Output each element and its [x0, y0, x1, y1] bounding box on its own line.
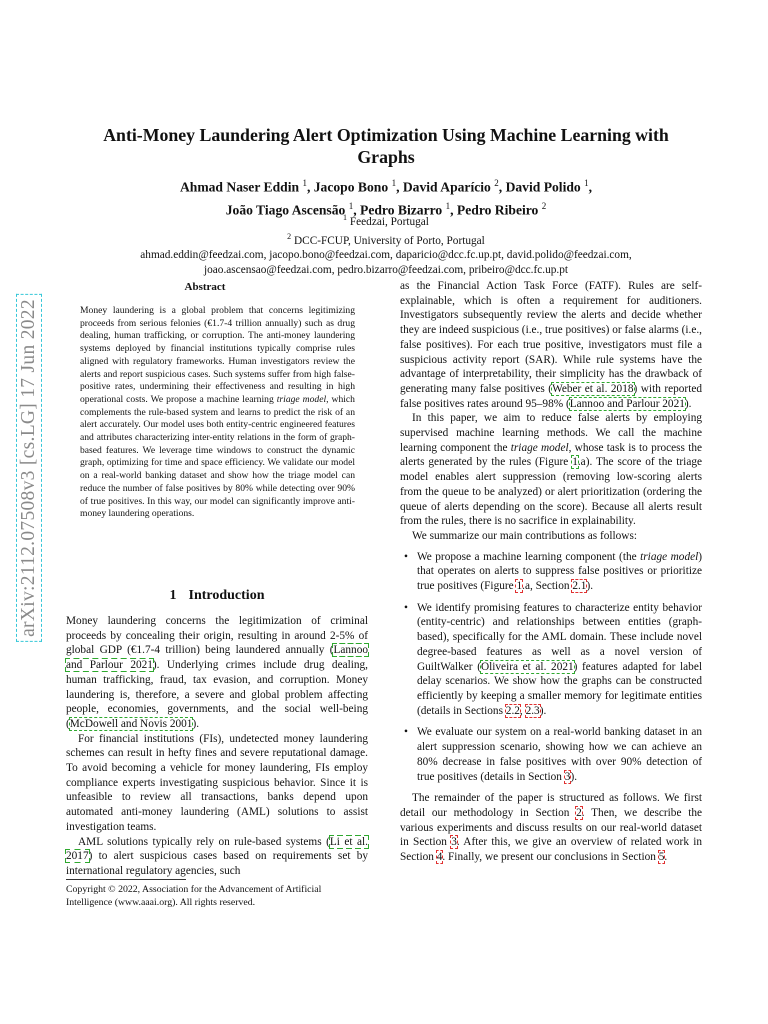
- citation-link[interactable]: Weber et al. 2018: [552, 382, 634, 395]
- affiliation-text: DCC-FCUP, University of Porto, Portugal: [294, 234, 485, 247]
- text-run: ).: [586, 580, 594, 593]
- footnote-rule: [66, 879, 186, 880]
- right-paragraph-1: [400, 279, 702, 411]
- text-run: Money laundering concerns the legitimization of criminal proceeds by concealing their origin, resulting in around 2-5% of global GDP (€1.7-4 trillion) being laundered annually (: [66, 615, 368, 657]
- section-title: Introduction: [188, 588, 265, 603]
- author-affiliation-mark: 1: [584, 178, 589, 188]
- section-link[interactable]: 2.2: [505, 704, 520, 717]
- author-line-1: Ahmad Naser Eddin $^1$, Jacopo Bono $^1$, David Aparício $^2$, David Polido $^1$,: [179, 178, 593, 195]
- text-run: .a). The score of the triage model enables alert suppression (removing low-scoring alerts from the queue to be analyzed) or alert prioritization (ordering the queue of alerts depending on the score). Because all alerts result from the rules, there is no sacrifice in explainability.: [400, 456, 702, 528]
- text-run: .: [664, 851, 668, 864]
- author-name: Jacopo Bono: [313, 179, 389, 195]
- author-affiliation-mark: 2: [494, 178, 499, 188]
- text-run: . Finally, we present our conclusions in Section: [442, 851, 659, 864]
- intro-paragraph-1: [66, 614, 368, 732]
- figure-link[interactable]: 1: [572, 456, 578, 469]
- intro-paragraph-2: For financial institutions (FIs), undetected money laundering schemes can result in hefty fines and severe reputational damage. To avoid becoming a vehicle for money laundering, FIs employ compliance experts investigating suspicious behavior. Since it is unfeasible to review all transactions, banks depend upon automated anti-money laundering (AML) solutions to assist investigation teams.: [66, 732, 368, 833]
- author-name: Pedro Bizarro: [360, 202, 443, 218]
- affiliation-number: 1: [343, 213, 348, 222]
- copyright-footnote: Copyright © 2022, Association for the Advancement of Artificial Intelligence (www.aaai.org). All rights reserved.: [66, 884, 322, 908]
- section-link[interactable]: 3: [564, 770, 571, 783]
- citation-link[interactable]: Li et al. 2017: [66, 835, 368, 863]
- abstract-heading: Abstract: [184, 281, 226, 293]
- author-affiliation-mark: 1: [445, 200, 451, 211]
- text-run: . Then, we describe the various experiments and discuss results on our real-world dataset in Section: [400, 806, 703, 849]
- text-run: AML solutions typically rely on rule-based systems (: [78, 835, 330, 848]
- text-run: ) that operates on alerts to suppress false positives or prioritize true positives (Figure: [417, 550, 703, 593]
- abstract-body-cont: , which complements the rule-based system and learns to predict the risk of an alert accurately. Our model uses both entity-centric engineered features and attributes characterizing inter-entity relations in the form of graph-based features. We leverage time windows to construct the dynamic graph, optimizing for time and space efficiency. We validate our model on a real-world banking dataset and show how the triage model can reduce the number of false positives by 80% while detecting over 90% of true positives. In this way, our model can significantly improve anti-money laundering operations.: [80, 393, 355, 520]
- citation-link[interactable]: McDowell and Novis 2001: [69, 717, 193, 730]
- arxiv-stamp: [14, 248, 44, 688]
- affiliation-text: Feedzai, Portugal: [349, 215, 429, 228]
- section-link[interactable]: 3: [451, 836, 457, 849]
- section-link[interactable]: 4: [436, 851, 443, 864]
- list-item: [400, 725, 702, 784]
- abstract-body: Money laundering is a global problem that concerns legitimizing proceeds from serious felonies (€1.7-4 trillion annually) such as drug dealing, human trafficking, or corruption. The anti-money laundering systems deployed by financial institutions typically comprise rules aligned with regulatory frameworks. Human investigators review the alerts and report suspicious cases. Such systems suffer from high false-positive rates, undermining their effectiveness and resulting in high operational costs. We propose a machine learning: [80, 305, 355, 405]
- author-affiliation-mark: 1: [302, 178, 307, 188]
- right-paragraph-4: [400, 791, 702, 865]
- section-link[interactable]: 2.1: [572, 580, 587, 593]
- section-link[interactable]: 2: [576, 806, 582, 819]
- author-name: Ahmad Naser Eddin: [179, 179, 300, 195]
- left-column-body: [66, 614, 368, 879]
- intro-paragraph-3: [66, 835, 368, 879]
- right-paragraph-2: [400, 411, 702, 529]
- abstract-emphasis: triage model: [276, 393, 327, 405]
- right-paragraph-3: We summarize our main contributions as follows:: [412, 529, 637, 542]
- right-column-body: [400, 279, 702, 865]
- text-run: ).: [570, 770, 578, 783]
- section-link[interactable]: 5: [658, 851, 665, 864]
- text-run: .a, Section: [522, 580, 573, 593]
- text-run: ). Underlying crimes include drug dealing, human trafficking, fraud, tax evasion, and corruption. Money laundering is, therefore, a severe and global problem affecting people, economies, governments, and the social well-being (: [66, 659, 368, 730]
- email-line-1: ahmad.eddin@feedzai.com, jacopo.bono@feedzai.com, daparicio@dcc.fc.up.pt, david.polido@feedzai.com,: [140, 249, 632, 262]
- paper-title: Anti-Money Laundering Alert Optimization Using Machine Learning with Graphs: [103, 125, 669, 167]
- text-run: ).: [684, 397, 692, 410]
- text-run: ) with reported false positives rates around 95–98% (: [400, 382, 702, 410]
- text-run: In this paper, we aim to reduce false alerts by employing supervised machine learning methods. We call the machine learning component the: [400, 412, 702, 454]
- text-run: as the Financial Action Task Force (FATF). Rules are self-explainable, which is often a requirement for auditioners. Investigators subsequently review the alerts and decide whether they are indeed suspicious (i.e., true positives) or false alarms (i.e., false positives). For each true positive, investigators must file a suspicious activity report (SAR). While rule systems have the advantage of interpretability, their simplicity has the drawback of generating many false positives (: [400, 280, 702, 395]
- list-item: [400, 601, 702, 719]
- text-run: The remainder of the paper is structured as follows. We first detail our methodology in Section: [400, 792, 702, 819]
- author-name: João Tiago Ascensão: [225, 202, 346, 218]
- affiliation-1: [70, 211, 702, 230]
- affiliation-2: [70, 230, 702, 249]
- affiliations: [70, 211, 702, 278]
- citation-link[interactable]: Lannoo and Parlour 2021: [569, 397, 685, 410]
- text-run: ).: [192, 717, 200, 730]
- text-run: , whose task is to process the alerts generated by the rules (Figure: [400, 441, 702, 469]
- citation-link[interactable]: Lannoo and Parlour 2021: [66, 644, 368, 672]
- author-line-2: João Tiago Ascensão $^1$, Pedro Bizarro $^1$, Pedro Ribeiro $^2$: [225, 200, 547, 218]
- author-name: David Polido: [505, 179, 581, 195]
- text-run: ).: [539, 704, 547, 717]
- author-affiliation-mark: 2: [541, 200, 547, 211]
- figure-link[interactable]: 1: [516, 580, 523, 593]
- text-run: ,: [519, 704, 526, 717]
- text-run: . After this, we give an overview of related work in Section: [400, 836, 702, 864]
- abstract-text: [80, 305, 355, 521]
- text-emphasis: triage model: [640, 550, 699, 563]
- author-affiliation-mark: 1: [348, 200, 354, 211]
- author-name: David Aparício: [402, 179, 491, 195]
- section-heading-introduction: [66, 588, 368, 604]
- text-run: ) to alert suspicious cases based on requirements set by international regulatory agencies, such: [66, 850, 368, 877]
- affiliation-number: 2: [287, 231, 292, 241]
- section-number: 1: [169, 588, 177, 603]
- section-link[interactable]: 2.3: [525, 704, 540, 717]
- text-run: We identify promising features to characterize entity behavior (entity-centric) and relationships between entities (graph-based), specifically for the AML domain. These include novel degree-based features as well as a novel version of GuiltWalker (: [417, 601, 702, 673]
- arxiv-stamp-text[interactable]: arXiv:2112.07508v3 [cs.LG] 17 Jun 2022: [16, 294, 42, 642]
- contributions-list: [400, 550, 702, 785]
- text-emphasis: triage model: [510, 441, 569, 454]
- email-line-2: joao.ascensao@feedzai.com, pedro.bizarro@feedzai.com, pribeiro@dcc.fc.up.pt: [204, 263, 568, 276]
- author-name: Pedro Ribeiro: [456, 202, 539, 218]
- text-run: We propose a machine learning component (the: [417, 550, 641, 563]
- text-run: We evaluate our system on a real-world banking dataset in an alert suppression scenario, showing how we can achieve an 80% decrease in false positives with over 90% detection of true positives (details in Section: [417, 726, 702, 783]
- list-item: [400, 550, 702, 594]
- author-affiliation-mark: 1: [391, 178, 397, 188]
- citation-link[interactable]: Oliveira et al. 2021: [480, 660, 574, 673]
- text-run: ) features adapted for label delay scenarios. We show how the graphs can be constructed efficiently by keeping a smaller memory for legitimate entities (details in Sections: [417, 660, 702, 717]
